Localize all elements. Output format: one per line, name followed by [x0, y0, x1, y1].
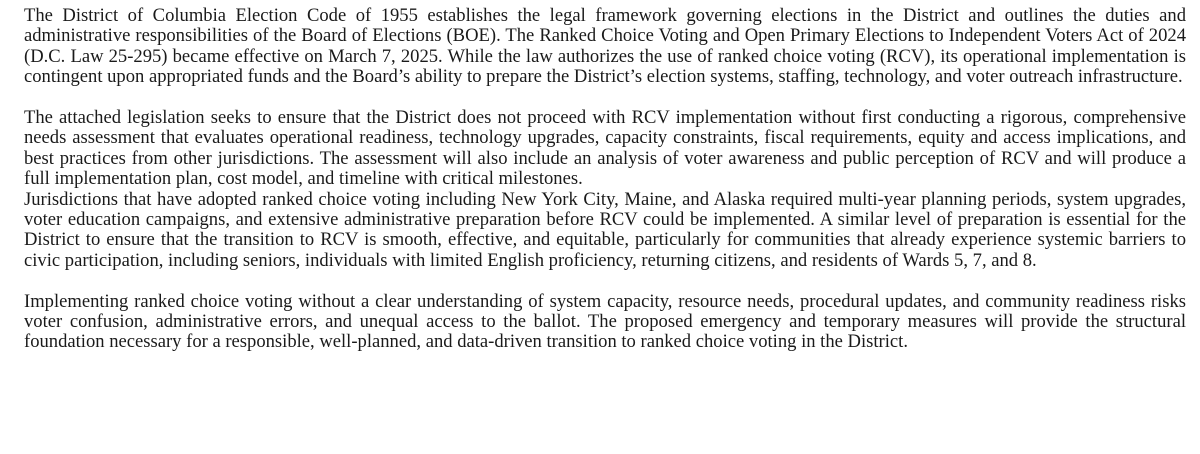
- paragraph-election-code: The District of Columbia Election Code of 1955 establishes the legal framework governing elections in the District and outlines the duties and administrative responsibilities of the Board of Elections (BOE). The Ranked Choice Voting and Open Primary Elections to Independent Voters Act of 2024 (D.C. Law 25-295) became effective on March 7, 2025. While the law authorizes the use of ranked choice voting (RCV), its operational implementation is contingent upon appropriated funds and the Board’s ability to prepare the District’s election systems, staffing, technology, and voter outreach infrastructure.: [24, 5, 1186, 88]
- document-body: [24, 6, 1186, 353]
- paragraph-spacer: [24, 271, 1186, 291]
- paragraph-other-jurisdictions: Jurisdictions that have adopted ranked choice voting including New York City, Maine, and Alaska required multi-year planning periods, system upgrades, voter education campaigns, and extensive administrative preparation before RCV could be implemented. A similar level of preparation is essential for the District to ensure that the transition to RCV is smooth, effective, and equitable, particularly for communities that already experience systemic barriers to civic participation, including seniors, individuals with limited English proficiency, returning citizens, and residents of Wards 5, 7, and 8.: [24, 188, 1186, 271]
- paragraph-spacer: [24, 88, 1186, 108]
- paragraph-needs-assessment: The attached legislation seeks to ensure that the District does not proceed with RCV implementation without first conducting a rigorous, comprehensive needs assessment that evaluates operational readiness, technology upgrades, capacity constraints, fiscal requirements, equity and access implications, and best practices from other jurisdictions. The assessment will also include an analysis of voter awareness and public perception of RCV and will produce a full implementation plan, cost model, and timeline with critical milestones.: [24, 107, 1186, 190]
- paragraph-implementation-risks: Implementing ranked choice voting without a clear understanding of system capacity, resource needs, procedural updates, and community readiness risks voter confusion, administrative errors, and unequal access to the ballot. The proposed emergency and temporary measures will provide the structural foundation necessary for a responsible, well-planned, and data-driven transition to ranked choice voting in the District.: [24, 290, 1186, 353]
